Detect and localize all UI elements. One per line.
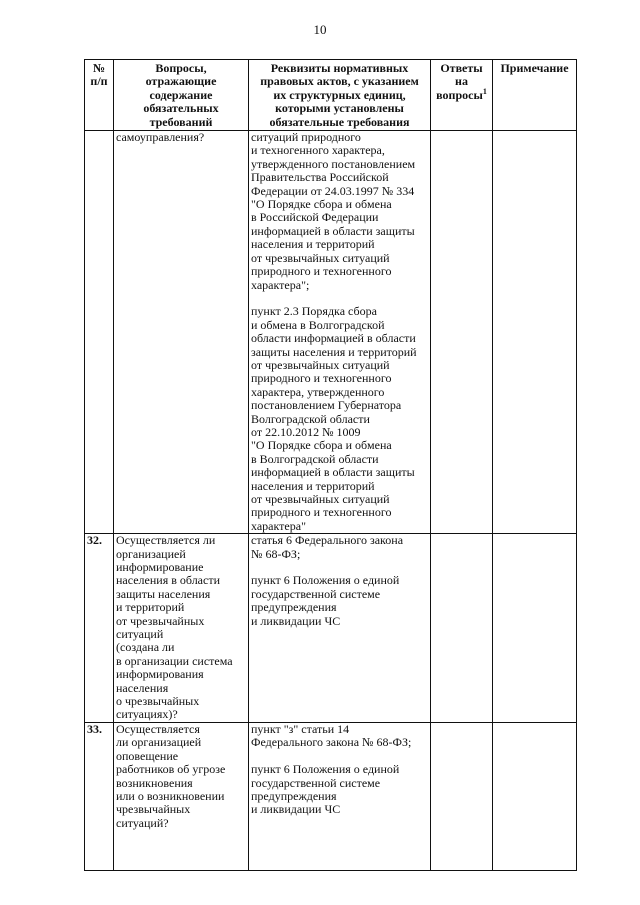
row-bottom-gap bbox=[116, 844, 246, 857]
requisite-line: пункт 6 Положения о единой bbox=[251, 762, 400, 777]
requisite-line: "О Порядке сбора и обмена bbox=[251, 197, 392, 212]
requisite-line: Волгоградской области bbox=[251, 411, 370, 426]
header-line bbox=[433, 86, 490, 102]
header-line: Ответы bbox=[440, 61, 483, 75]
paragraph-gap bbox=[251, 750, 428, 763]
requisite-line: характера" bbox=[251, 518, 306, 533]
header-num bbox=[85, 60, 114, 131]
requisite-line: природного и техногенного bbox=[251, 264, 392, 279]
question-cell bbox=[114, 534, 249, 723]
requisite-line: от 22.10.2012 № 1009 bbox=[251, 424, 361, 439]
question-cell bbox=[114, 722, 249, 870]
requisite-line: и обмена в Волгоградской bbox=[251, 317, 385, 332]
row-number bbox=[85, 131, 114, 534]
question-line: (создана ли bbox=[116, 640, 175, 655]
requisite-line: информацией в области защиты bbox=[251, 465, 415, 480]
row-bottom-gap bbox=[116, 857, 246, 870]
question-line: организацией bbox=[116, 546, 186, 561]
header-note bbox=[493, 60, 577, 131]
question-line: в организации система bbox=[116, 653, 233, 668]
requisite-line: пункт 6 Положения о единой bbox=[251, 573, 400, 588]
requisite-line: от чрезвычайных ситуаций bbox=[251, 357, 390, 372]
header-answers bbox=[431, 60, 493, 131]
requisite-line: природного и техногенного bbox=[251, 505, 392, 520]
requisite-line: утвержденного постановлением bbox=[251, 156, 416, 171]
paragraph-gap bbox=[251, 292, 428, 305]
note-cell bbox=[493, 534, 577, 723]
table-row bbox=[85, 722, 577, 870]
row-bottom-gap bbox=[116, 830, 246, 843]
table-row bbox=[85, 131, 577, 534]
header-line: обязательные требования bbox=[269, 114, 410, 129]
requisite-line: характера, утвержденного bbox=[251, 384, 385, 399]
question-line: Осуществляется bbox=[116, 721, 200, 736]
requisite-line: Федерального закона № 68-ФЗ; bbox=[251, 735, 412, 750]
question-line: ситуаций bbox=[116, 627, 164, 642]
requisites-cell bbox=[249, 131, 431, 534]
requisite-line: в Российской Федерации bbox=[251, 210, 379, 225]
requisite-line: "О Порядке сбора и обмена bbox=[251, 438, 392, 453]
note-cell bbox=[493, 131, 577, 534]
header-line: правовых актов, с указанием bbox=[260, 74, 419, 89]
question-line: о чрезвычайных bbox=[116, 694, 200, 709]
requirements-table bbox=[84, 59, 577, 871]
requisite-line: защиты населения и территорий bbox=[251, 344, 417, 359]
question-line: ситуаций? bbox=[116, 815, 169, 830]
requisite-line: населения и территорий bbox=[251, 478, 375, 493]
requisite-line: статья 6 Федерального закона bbox=[251, 533, 404, 548]
requisite-line: и ликвидации ЧС bbox=[251, 613, 341, 628]
question-line: информирование bbox=[116, 560, 204, 575]
header-answers-word: вопросы bbox=[436, 87, 483, 102]
question-line: оповещение bbox=[116, 748, 179, 763]
table-row bbox=[85, 534, 577, 723]
header-questions bbox=[114, 60, 249, 131]
header-line: Вопросы, bbox=[155, 61, 207, 75]
question-line: информирования bbox=[116, 667, 204, 682]
requisite-line: Правительства Российской bbox=[251, 170, 389, 185]
row-number: 32. bbox=[85, 534, 114, 723]
question-line: работников об угрозе bbox=[116, 762, 226, 777]
header-requisites bbox=[249, 60, 431, 131]
requisite-line: от чрезвычайных ситуаций bbox=[251, 491, 390, 506]
requisite-line: Федерации от 24.03.1997 № 334 bbox=[251, 183, 415, 198]
question-line: ситуациях)? bbox=[116, 707, 178, 722]
requisites-cell bbox=[249, 722, 431, 870]
answer-cell bbox=[431, 131, 493, 534]
requisite-line: предупреждения bbox=[251, 600, 337, 615]
answer-cell bbox=[431, 722, 493, 870]
question-line: и территорий bbox=[116, 600, 185, 615]
requisite-line: предупреждения bbox=[251, 788, 337, 803]
requisite-line: и техногенного характера, bbox=[251, 143, 385, 158]
requisite-line: постановлением Губернатора bbox=[251, 398, 402, 413]
requisite-line: характера"; bbox=[251, 277, 310, 292]
header-line: на bbox=[455, 74, 468, 89]
requisite-line: пункт "з" статьи 14 bbox=[251, 721, 350, 736]
question-line: населения в области bbox=[116, 573, 221, 588]
question-line: чрезвычайных bbox=[116, 802, 191, 817]
header-line: обязательных bbox=[143, 101, 219, 116]
question-line: возникновения bbox=[116, 775, 193, 790]
answer-cell bbox=[431, 534, 493, 723]
row-number: 33. bbox=[85, 722, 114, 870]
question-line: или о возникновении bbox=[116, 788, 225, 803]
footnote-marker: 1 bbox=[482, 86, 487, 96]
requisite-line: государственной системе bbox=[251, 586, 381, 601]
requisite-line: от чрезвычайных ситуаций bbox=[251, 250, 390, 265]
question-line: населения bbox=[116, 680, 169, 695]
page-number: 10 bbox=[313, 22, 327, 37]
requisite-line: населения и территорий bbox=[251, 237, 375, 252]
header-line: которыми установлены bbox=[275, 101, 404, 116]
question-cell bbox=[114, 131, 249, 534]
header-line: отражающие bbox=[145, 74, 217, 89]
question-line: самоуправления? bbox=[116, 130, 205, 145]
table-header-row bbox=[85, 60, 577, 131]
header-line: № bbox=[92, 61, 106, 75]
header-line: требований bbox=[149, 114, 213, 129]
note-cell bbox=[493, 722, 577, 870]
requisite-line: информацией в области защиты bbox=[251, 223, 415, 238]
paragraph-gap bbox=[251, 561, 428, 574]
requisites-cell bbox=[249, 534, 431, 723]
question-line: Осуществляется ли bbox=[116, 533, 216, 548]
requisite-line: в Волгоградской области bbox=[251, 451, 379, 466]
header-line: п/п bbox=[90, 74, 108, 89]
header-line: Реквизиты нормативных bbox=[270, 61, 409, 75]
question-line: от чрезвычайных bbox=[116, 613, 205, 628]
header-line: Примечание bbox=[500, 61, 569, 75]
question-line: защиты населения bbox=[116, 586, 211, 601]
requisite-line: и ликвидации ЧС bbox=[251, 802, 341, 817]
requisite-line: области информацией в области bbox=[251, 331, 416, 346]
header-line: содержание bbox=[149, 87, 213, 102]
requisite-line: ситуаций природного bbox=[251, 130, 361, 145]
requisite-line: пункт 2.3 Порядка сбора bbox=[251, 304, 377, 319]
header-line: их структурных единиц, bbox=[273, 87, 406, 102]
requisite-line: № 68-ФЗ; bbox=[251, 546, 301, 561]
requisite-line: государственной системе bbox=[251, 775, 381, 790]
requisite-line: природного и техногенного bbox=[251, 371, 392, 386]
question-line: ли организацией bbox=[116, 735, 202, 750]
